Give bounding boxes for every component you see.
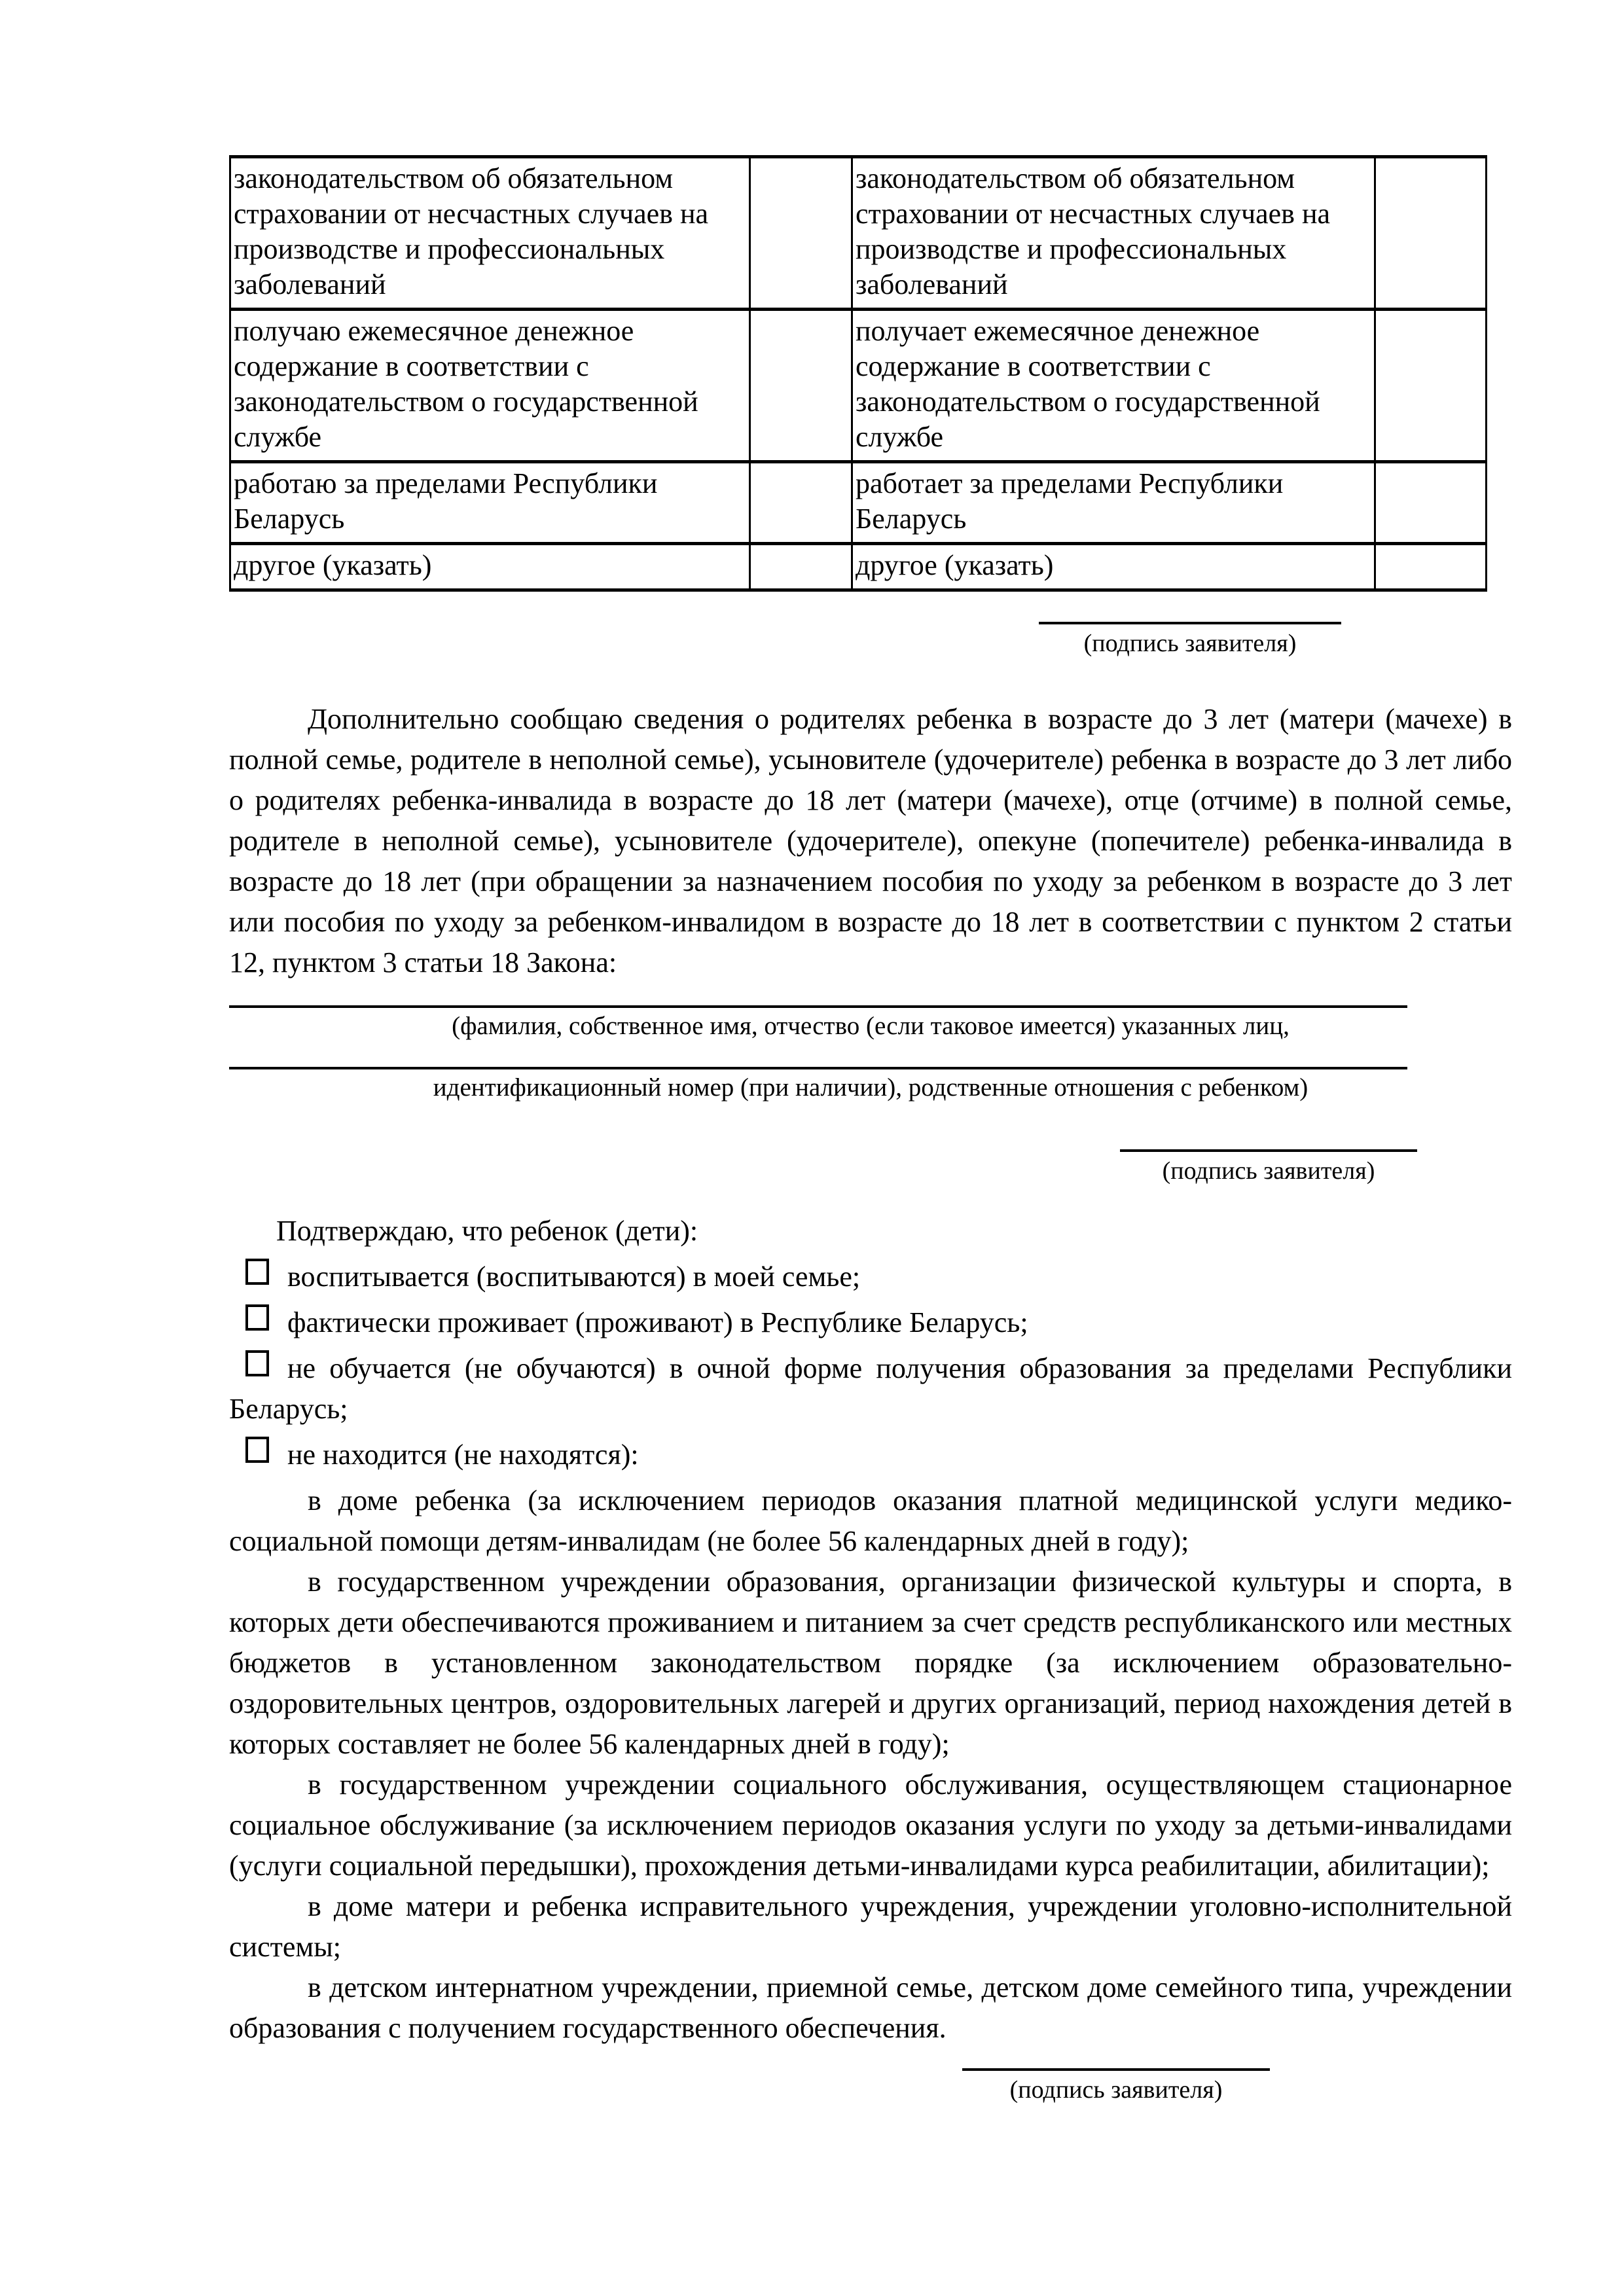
applicant-status-cell: законодательством об обязательном страховании от несчастных случаев на производстве и профессиональных заболеваний	[230, 157, 750, 310]
fill-caption-full-name: (фамилия, собственное имя, отчество (если таковое имеется) указанных лиц,	[452, 1012, 1290, 1040]
table-row	[230, 310, 1487, 462]
second-parent-mark-cell[interactable]	[1375, 544, 1487, 590]
intro-paragraph: Дополнительно сообщаю сведения о родителях ребенка в возрасте до 3 лет (матери (мачехе) в полной семье, родителе в неполной семье), усыновителе (удочерителе) ребенка в возрасте до 3 лет либо о родителях ребенка-инвалида в возрасте до 18 лет (матери (мачехе), отце (отчиме) в полной семье, родителе в неполной семье), усыновителе (удочерителе), опекуне (попечителе) ребенка-инвалида в возрасте до 18 лет (при обращении за назначением пособия по уходу за ребенком в возрасте до 3 лет или пособия по уходу за ребенком-инвалидом в возрасте до 18 лет в соответствии с пунктом 2 статьи 12, пунктом 3 статьи 18 Закона:	[229, 703, 1512, 978]
signature-caption: (подпись заявителя)	[1009, 2076, 1223, 2104]
table-row	[230, 157, 1487, 310]
second-parent-status-cell: работает за пределами Республики Беларусь	[852, 462, 1375, 544]
applicant-status-cell: получаю ежемесячное денежное содержание в соответствии с законодательством о государственной службе	[230, 310, 750, 462]
second-parent-mark-cell[interactable]	[1375, 310, 1487, 462]
check-item-label: фактически проживает (проживают) в Республике Беларусь;	[287, 1306, 1028, 1338]
applicant-mark-cell[interactable]	[750, 544, 852, 590]
check-item-raised-in-family	[229, 1257, 1512, 1297]
applicant-mark-cell[interactable]	[750, 310, 852, 462]
fill-caption-id-number: идентификационный номер (при наличии), родственные отношения с ребенком)	[433, 1073, 1308, 1102]
location-paragraph-child-home: в доме ребенка (за исключением периодов оказания платной медицинской услуги медико-социальной помощи детям-инвалидам (не более 56 календарных дней в году);	[229, 1484, 1512, 1557]
check-item-not-studying-abroad	[229, 1348, 1512, 1429]
checkbox-icon[interactable]	[245, 1259, 269, 1285]
applicant-status-cell: работаю за пределами Республики Беларусь	[230, 462, 750, 544]
check-item-label: воспитывается (воспитываются) в моей семье;	[287, 1261, 861, 1293]
location-paragraph-education-institution: в государственном учреждении образования, организации физической культуры и спорта, в которых дети обеспечиваются проживанием и питанием за счет средств республиканского или местных бюджетов в установленном законодательством порядке (за исключением образовательно-оздоровительных центров, оздоровительных лагерей и других организаций, период нахождения детей в которых составляет не более 56 календарных дней в году);	[229, 1566, 1512, 1760]
applicant-mark-cell[interactable]	[750, 462, 852, 544]
second-parent-mark-cell[interactable]	[1375, 462, 1487, 544]
location-paragraph-correctional: в доме матери и ребенка исправительного учреждения, учреждении уголовно-исполнительной системы;	[229, 1890, 1512, 1963]
checkbox-icon[interactable]	[245, 1437, 269, 1463]
second-parent-status-cell: получает ежемесячное денежное содержание в соответствии с законодательством о государственной службе	[852, 310, 1375, 462]
check-item-not-located-in	[229, 1435, 1512, 1475]
second-parent-status-cell: другое (указать)	[852, 544, 1375, 590]
check-item-label: не обучается (не обучаются) в очной форме получения образования за пределами Республики Беларусь;	[229, 1352, 1512, 1425]
status-table	[229, 155, 1487, 592]
applicant-mark-cell[interactable]	[750, 157, 852, 310]
table-row	[230, 544, 1487, 590]
location-paragraph-boarding: в детском интернатном учреждении, приемной семье, детском доме семейного типа, учреждении образования с получением государственного обеспечения.	[229, 1971, 1512, 2044]
check-item-lives-in-belarus	[229, 1302, 1512, 1343]
table-row	[230, 462, 1487, 544]
signature-block-2	[1120, 1149, 1417, 1185]
signature-caption: (подпись заявителя)	[1162, 1157, 1375, 1185]
second-parent-status-cell: законодательством об обязательном страховании от несчастных случаев на производстве и профессиональных заболеваний	[852, 157, 1375, 310]
checkbox-icon[interactable]	[245, 1350, 269, 1376]
checkbox-icon[interactable]	[245, 1304, 269, 1331]
signature-block-3	[962, 2068, 1270, 2104]
check-item-label: не находится (не находятся):	[287, 1439, 639, 1471]
second-parent-mark-cell[interactable]	[1375, 157, 1487, 310]
applicant-status-cell: другое (указать)	[230, 544, 750, 590]
signature-block-1	[1039, 622, 1341, 657]
signature-caption: (подпись заявителя)	[1083, 630, 1297, 657]
confirm-title: Подтверждаю, что ребенок (дети):	[276, 1215, 698, 1247]
location-paragraph-social-service: в государственном учреждении социального обслуживания, осуществляющем стационарное социальное обслуживание (за исключением периодов оказания услуги по уходу за детьми-инвалидами (услуги социальной передышки), прохождения детьми-инвалидами курса реабилитации, абилитации);	[229, 1768, 1512, 1882]
